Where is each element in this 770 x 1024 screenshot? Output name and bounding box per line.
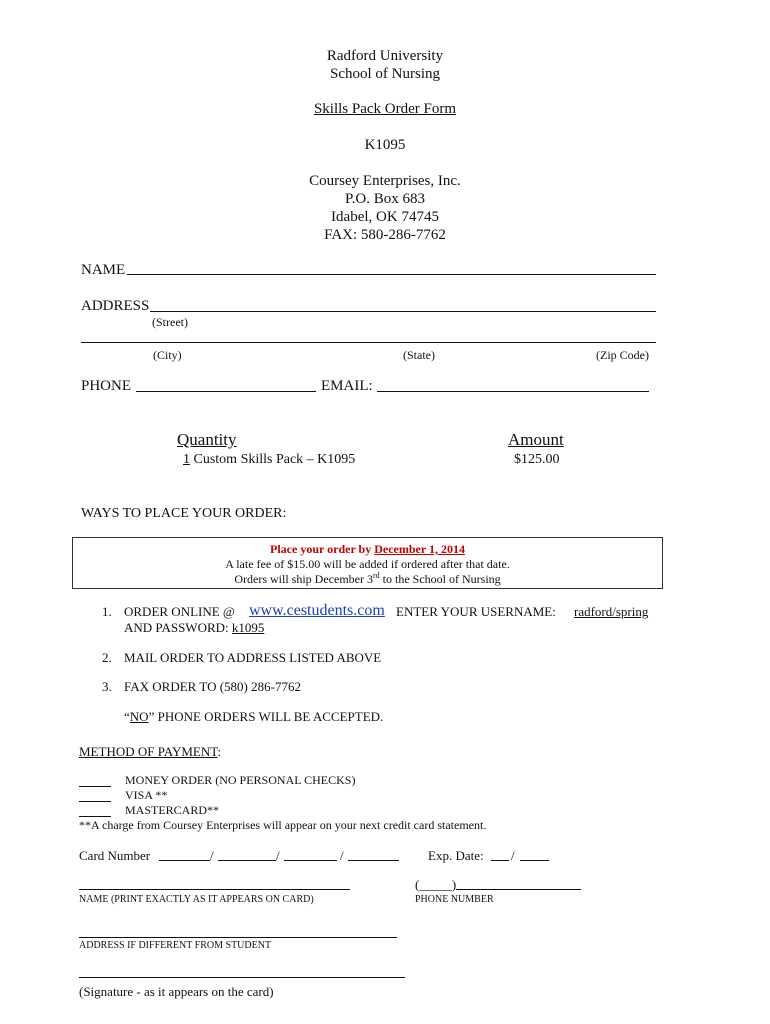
payment-heading: [79, 744, 221, 760]
exp-date-label: Exp. Date:: [428, 848, 484, 863]
quantity-header: Quantity: [177, 430, 237, 449]
name-label: NAME: [81, 262, 126, 278]
signature-field[interactable]: [79, 977, 405, 978]
phone-label: PHONE: [81, 378, 132, 394]
vendor-fax: FAX: 580-286-7762: [324, 227, 446, 243]
vendor-city: Idabel, OK 74745: [331, 209, 439, 225]
card-sep-3: /: [340, 848, 344, 863]
item1-text: ORDER ONLINE @: [124, 604, 235, 619]
payment-heading-text: METHOD OF PAYMENT: [79, 744, 218, 759]
street-field[interactable]: [150, 311, 656, 312]
password-label: AND PASSWORD:: [124, 620, 229, 635]
address-label: ADDRESS: [81, 298, 150, 314]
zip-caption: (Zip Code): [596, 348, 649, 362]
city-caption: (City): [153, 348, 182, 362]
amount-value: $125.00: [514, 452, 560, 467]
school-name: School of Nursing: [330, 66, 440, 82]
quantity-value: 1: [183, 452, 190, 467]
phone-field[interactable]: [136, 391, 316, 392]
item3-text: FAX ORDER TO (580) 286-7762: [124, 679, 301, 694]
city-state-zip-field[interactable]: [81, 342, 656, 343]
email-field[interactable]: [377, 391, 649, 392]
charge-note: **A charge from Coursey Enterprises will appear on your next credit card statement.: [79, 818, 487, 832]
street-caption: (Street): [152, 315, 188, 329]
form-code: K1095: [364, 137, 406, 153]
card-number-label: Card Number: [79, 848, 151, 863]
password-line: [124, 620, 264, 636]
card-number-part2[interactable]: [218, 860, 276, 861]
order-item: Custom Skills Pack – K1095: [190, 452, 356, 467]
form-title-text: Skills Pack Order Form: [313, 101, 457, 117]
billing-address-caption: ADDRESS IF DIFFERENT FROM STUDENT: [79, 940, 272, 951]
card-phone-caption: PHONE NUMBER: [415, 894, 494, 905]
ways-heading: WAYS TO PLACE YOUR ORDER:: [81, 506, 287, 521]
notice-box: [72, 537, 663, 589]
payment-heading-colon: :: [217, 744, 222, 759]
card-phone-field[interactable]: [456, 889, 581, 890]
amount-header: Amount: [508, 430, 564, 449]
visa-label: VISA **: [125, 788, 168, 802]
no-phone-word: NO: [129, 709, 149, 724]
late-fee-note: A late fee of $15.00 will be added if ordered after that date.: [225, 557, 510, 571]
ship-sup: rd: [372, 571, 380, 580]
ship-suffix: to the School of Nursing: [379, 572, 501, 586]
exp-sep: /: [511, 848, 515, 863]
notice-deadline: [73, 542, 662, 557]
mastercard-label: MASTERCARD**: [125, 803, 220, 817]
mastercard-check[interactable]: [79, 816, 111, 817]
university-name: Radford University: [326, 48, 444, 64]
card-number-part3[interactable]: [284, 860, 337, 861]
no-phone-open: “: [124, 709, 130, 724]
no-phone-rest: ” PHONE ORDERS WILL BE ACCEPTED.: [148, 709, 384, 724]
username-value: radford/spring: [574, 604, 649, 619]
no-phone-orders: [124, 709, 383, 725]
phone-area-code: (_____): [415, 877, 457, 892]
item2-text: MAIL ORDER TO ADDRESS LISTED ABOVE: [124, 650, 382, 665]
visa-check[interactable]: [79, 801, 111, 802]
name-on-card-caption: NAME (PRINT EXACTLY AS IT APPEARS ON CARD): [79, 894, 314, 905]
signature-caption: (Signature - as it appears on the card): [79, 984, 274, 999]
card-number-part1[interactable]: [159, 860, 210, 861]
card-number-part4[interactable]: [348, 860, 399, 861]
order-online-link[interactable]: [249, 602, 385, 620]
name-field[interactable]: [127, 274, 656, 275]
item1-number: 1.: [102, 604, 112, 619]
email-label: EMAIL:: [321, 378, 373, 394]
state-caption: (State): [403, 348, 435, 362]
username-label: ENTER YOUR USERNAME:: [396, 604, 556, 619]
notice-prefix: Place your order by: [270, 542, 375, 556]
vendor-po-box: P.O. Box 683: [344, 191, 426, 207]
password-value: k1095: [231, 620, 265, 635]
item3-number: 3.: [102, 679, 112, 694]
billing-address-field[interactable]: [79, 937, 397, 938]
order-online-link-text[interactable]: www.cestudents.com: [249, 602, 385, 619]
form-title: [0, 100, 770, 118]
name-on-card-field[interactable]: [79, 889, 350, 890]
item2-number: 2.: [102, 650, 112, 665]
vendor-name: Coursey Enterprises, Inc.: [309, 173, 461, 189]
order-line: [183, 452, 355, 468]
card-sep-2: /: [276, 848, 280, 863]
exp-year-field[interactable]: [520, 860, 549, 861]
ship-note: [73, 571, 662, 587]
card-sep-1: /: [210, 848, 214, 863]
money-order-check[interactable]: [79, 786, 111, 787]
exp-month-field[interactable]: [491, 860, 509, 861]
ship-prefix: Orders will ship December 3: [234, 572, 373, 586]
money-order-label: MONEY ORDER (NO PERSONAL CHECKS): [125, 773, 356, 787]
notice-date: December 1, 2014: [374, 542, 465, 556]
